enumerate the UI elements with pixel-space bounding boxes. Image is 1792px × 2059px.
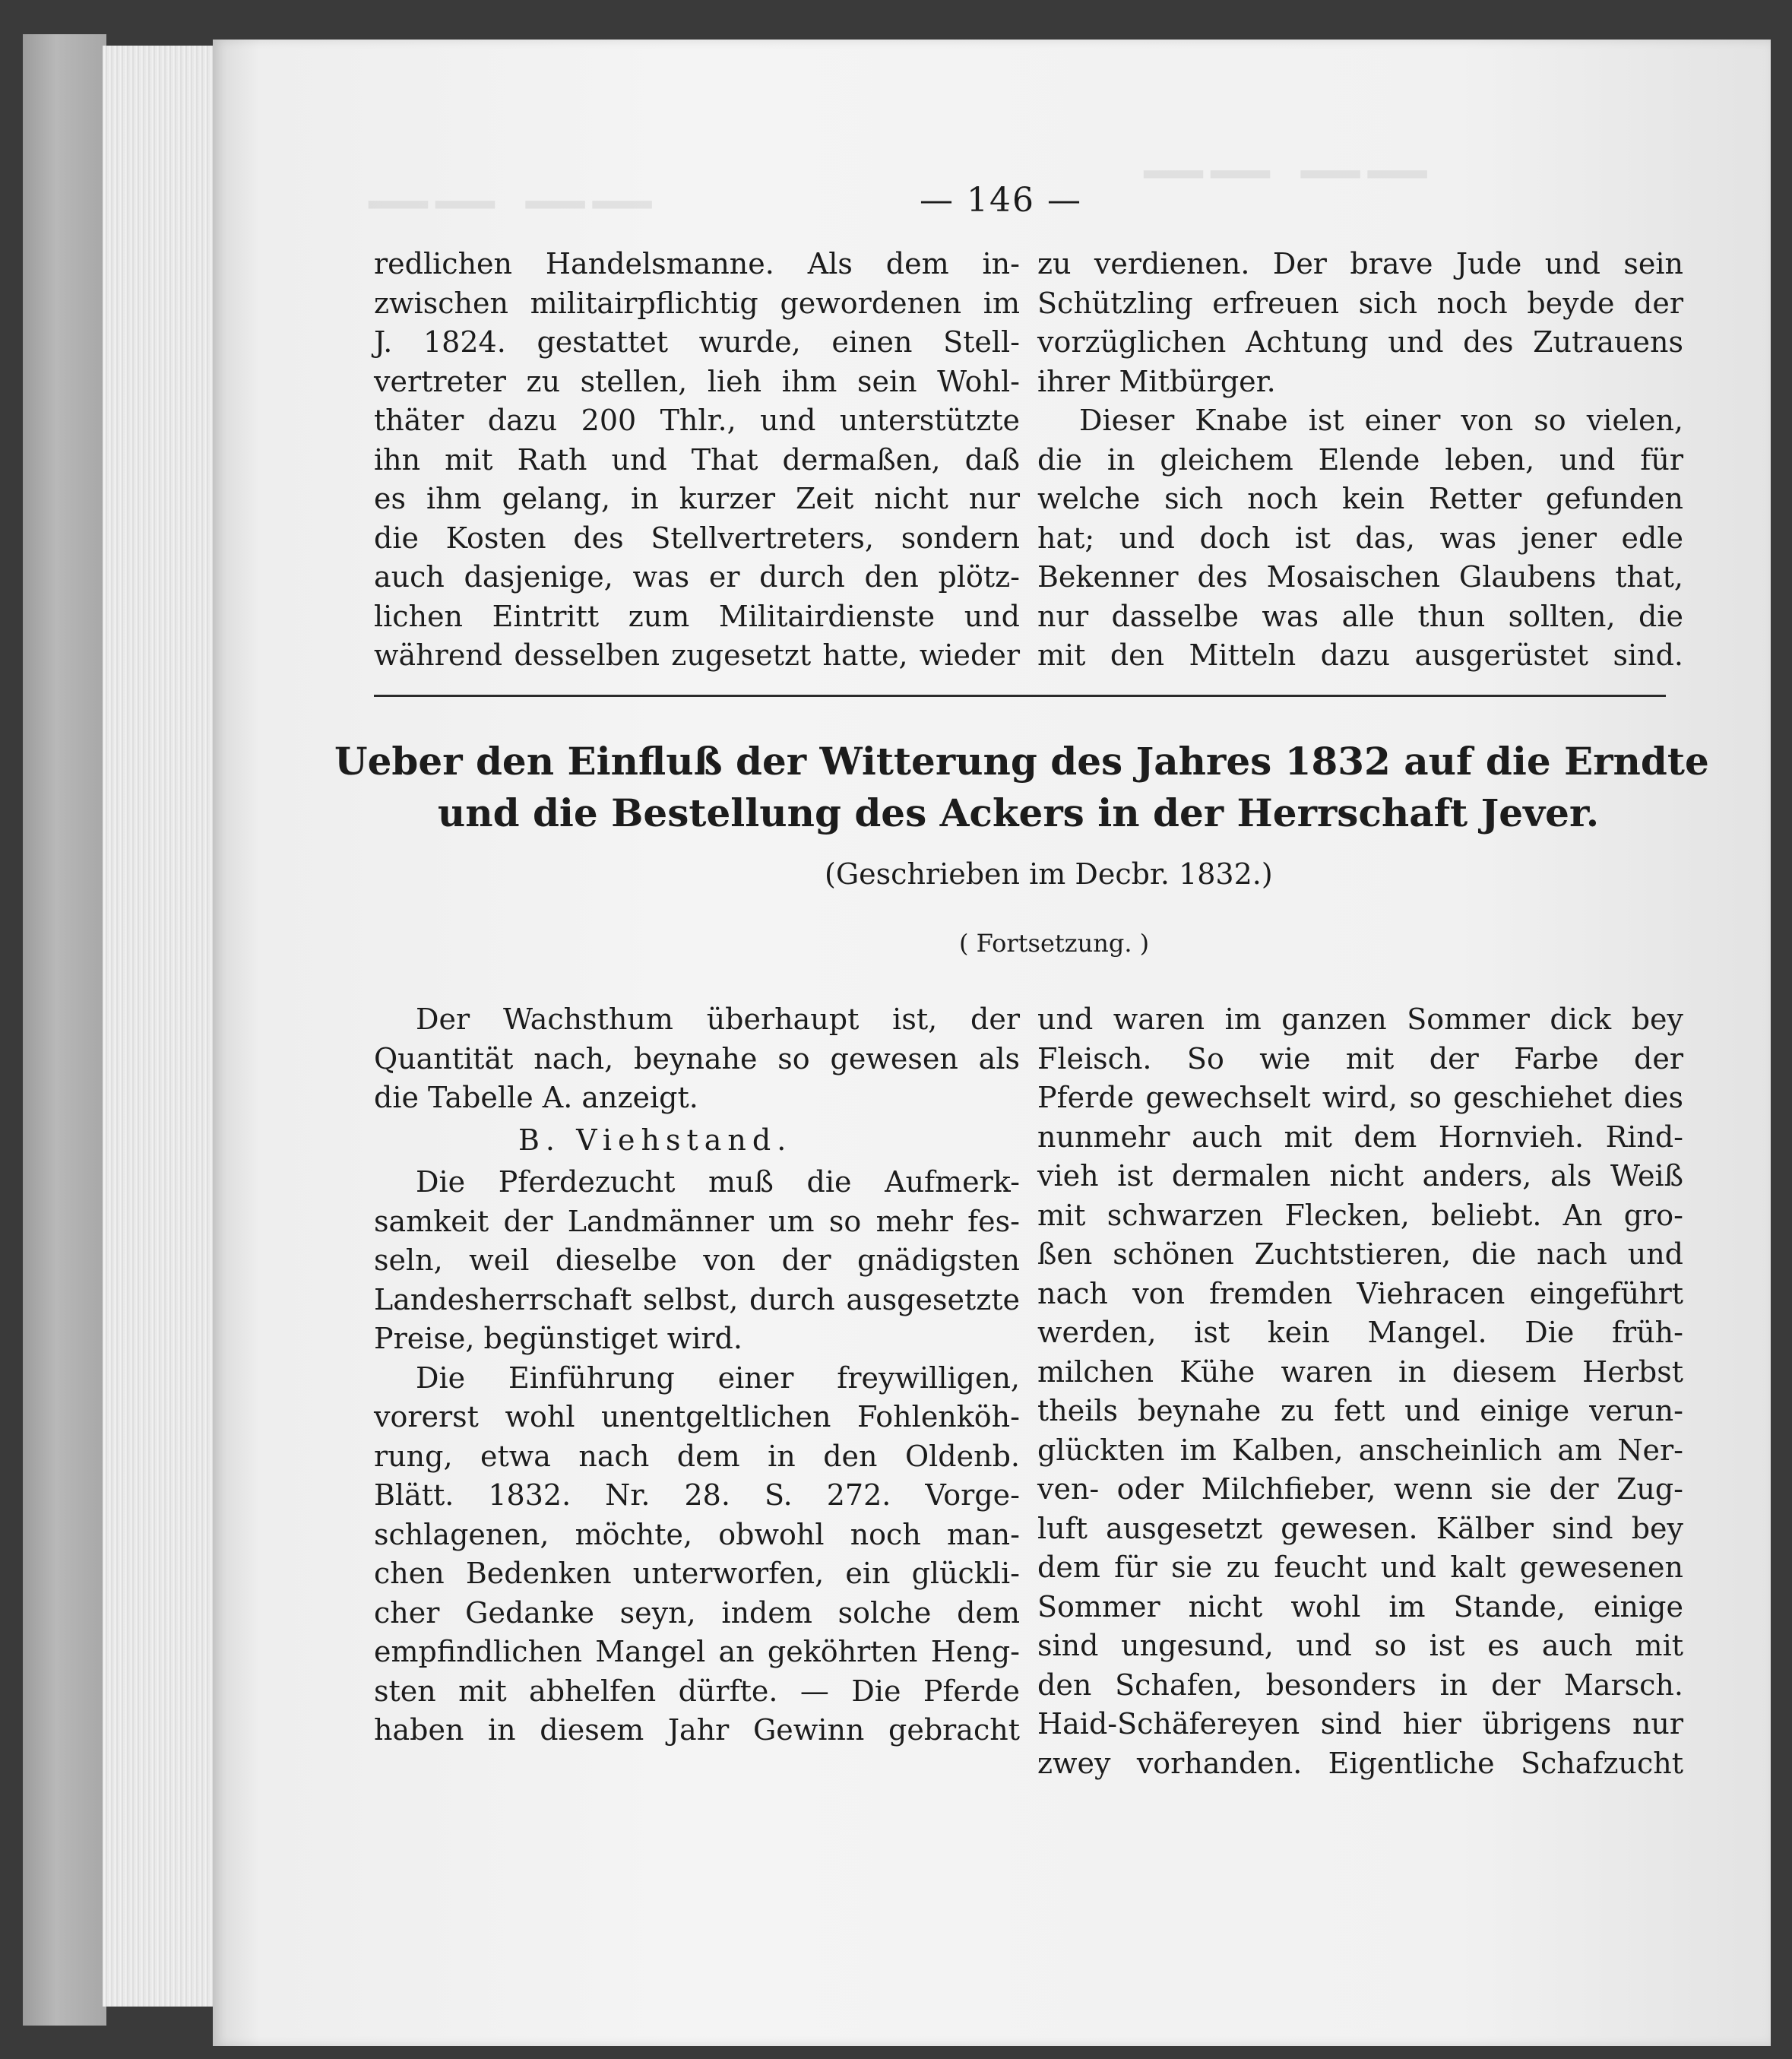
text-line: luft ausgesetzt gewesen. Kälber sind bey xyxy=(1037,1511,1683,1545)
text-line: Blätt. 1832. Nr. 28. S. 272. Vorge- xyxy=(374,1478,1020,1512)
column-bottom-right xyxy=(1037,1000,1683,1783)
text-line: Der Wachsthum überhaupt ist, der xyxy=(416,1003,1020,1036)
text-line: sind ungesund, und so ist es auch mit xyxy=(1037,1629,1683,1662)
article-byline: (Geschrieben im Decbr. 1832.) xyxy=(825,857,1273,891)
text-line: ihn mit Rath und That dermaßen, daß xyxy=(374,442,1020,477)
text-line: Die Pferdezucht muß die Aufmerk- xyxy=(416,1165,1020,1199)
text-line: Quantität nach, beynahe so gewesen als xyxy=(374,1041,1020,1075)
text-line: seln, weil dieselbe von der gnädigsten xyxy=(374,1243,1020,1277)
text-line: theils beynahe zu fett und einige verun- xyxy=(1037,1394,1683,1427)
text-line: nunmehr auch mit dem Hornvieh. Rind- xyxy=(1037,1120,1683,1154)
text-line: sten mit abhelfen dürfte. — Die Pferde xyxy=(374,1674,1020,1708)
text-line: Schützling erfreuen sich noch beyde der xyxy=(1037,286,1683,320)
text-line: hat; und doch ist das, was jener edle xyxy=(1037,521,1683,555)
text-line: Haid-Schäfereyen sind hier übrigens nur xyxy=(1037,1707,1683,1741)
column-top-right xyxy=(1037,245,1683,676)
text-line: rung, etwa nach dem in den Oldenb. xyxy=(374,1439,1020,1473)
text-line: auch dasjenige, was er durch den plötz- xyxy=(374,560,1020,594)
text-line: den Schafen, besonders in der Marsch. xyxy=(1037,1668,1683,1702)
text-line: ihrer Mitbürger. xyxy=(1037,364,1276,398)
text-line: mit den Mitteln dazu ausgerüstet sind. xyxy=(1037,638,1683,672)
text-line: vorerst wohl unentgeltlichen Fohlenköh- xyxy=(374,1400,1020,1433)
text-line: die Kosten des Stellvertreters, sondern xyxy=(374,521,1020,555)
column-bottom-left xyxy=(374,1000,1020,1750)
article-title-line: und die Bestellung des Ackers in der Herrschaft Jever. xyxy=(437,790,1600,835)
text-line: ven- oder Milchfieber, wenn sie der Zug- xyxy=(1037,1472,1683,1506)
text-line: samkeit der Landmänner um so mehr fes- xyxy=(374,1204,1020,1238)
text-line: milchen Kühe waren in diesem Herbst xyxy=(1037,1354,1683,1389)
text-line: die Tabelle A. anzeigt. xyxy=(374,1081,698,1114)
text-line: und waren im ganzen Sommer dick bey xyxy=(1037,1003,1683,1036)
text-line: J. 1824. gestattet wurde, einen Stell- xyxy=(374,325,1020,359)
page-number: — 146 — xyxy=(920,181,1082,220)
text-line: ßen schönen Zuchtstieren, die nach und xyxy=(1037,1237,1683,1271)
text-line: empfindlichen Mangel an geköhrten Heng- xyxy=(374,1635,1020,1668)
text-line: vorzüglichen Achtung und des Zutrauens xyxy=(1037,325,1683,359)
text-line: nur dasselbe was alle thun sollten, die xyxy=(1037,599,1683,633)
text-line: Die Einführung einer freywilligen, xyxy=(416,1361,1020,1395)
text-line: zwey vorhanden. Eigentliche Schafzucht xyxy=(1037,1746,1683,1780)
text-line: schlagenen, möchte, obwohl noch man- xyxy=(374,1517,1020,1551)
text-line: werden, ist kein Mangel. Die früh- xyxy=(1037,1316,1683,1349)
page-stack-edges xyxy=(103,46,217,2007)
text-line: Landesherrschaft selbst, durch ausgesetzte xyxy=(374,1282,1020,1316)
text-line: Fleisch. So wie mit der Farbe der xyxy=(1037,1041,1683,1075)
text-line: glückten im Kalben, anscheinlich am Ner- xyxy=(1037,1433,1683,1467)
column-top-left xyxy=(374,245,1020,676)
continuation-note: ( Fortsetzung. ) xyxy=(959,929,1150,958)
text-line: dem für sie zu feucht und kalt gewesenen xyxy=(1037,1551,1683,1584)
text-line: die in gleichem Elende leben, und für xyxy=(1037,442,1683,477)
text-line: zu verdienen. Der brave Jude und sein xyxy=(1037,247,1683,280)
article-title-line: Ueber den Einfluß der Witterung des Jahres 1832 auf die Erndte xyxy=(334,739,1709,784)
text-line: während desselben zugesetzt hatte, wieder xyxy=(374,638,1020,672)
text-line: nach von fremden Viehracen eingeführt xyxy=(1037,1276,1683,1310)
text-line: vieh ist dermalen nicht anders, als Weiß xyxy=(1037,1159,1683,1193)
text-line: thäter dazu 200 Thlr., und unterstützte xyxy=(374,404,1020,437)
text-line: cher Gedanke seyn, indem solche dem xyxy=(374,1595,1020,1630)
text-line: Dieser Knabe ist einer von so vielen, xyxy=(1079,404,1683,437)
show-through-text: —— —— xyxy=(1140,129,1431,208)
article-title xyxy=(334,736,1709,839)
text-line: haben in diesem Jahr Gewinn gebracht xyxy=(374,1713,1020,1747)
text-line: lichen Eintritt zum Militairdienste und xyxy=(374,599,1020,633)
text-line: redlichen Handelsmanne. Als dem in- xyxy=(374,247,1020,280)
book-cover-edge xyxy=(23,34,106,2026)
text-line: chen Bedenken unterworfen, ein glückli- xyxy=(374,1557,1020,1590)
text-line: Pferde gewechselt wird, so geschiehet dies xyxy=(1037,1081,1683,1114)
text-line: Sommer nicht wohl im Stande, einige xyxy=(1037,1589,1683,1623)
text-line: vertreter zu stellen, lieh ihm sein Wohl- xyxy=(374,364,1020,398)
show-through-text: —— —— xyxy=(365,160,656,239)
text-line: es ihm gelang, in kurzer Zeit nicht nur xyxy=(374,482,1020,515)
text-line: Preise, begünstiget wird. xyxy=(374,1322,742,1355)
text-line: welche sich noch kein Retter gefunden xyxy=(1037,482,1683,515)
section-divider xyxy=(374,695,1666,697)
section-heading: B. Viehstand. xyxy=(518,1123,793,1157)
text-line: Bekenner des Mosaischen Glaubens that, xyxy=(1037,560,1683,594)
text-line: mit schwarzen Flecken, beliebt. An gro- xyxy=(1037,1198,1683,1232)
text-line: zwischen militairpflichtig gewordenen im xyxy=(374,286,1020,320)
